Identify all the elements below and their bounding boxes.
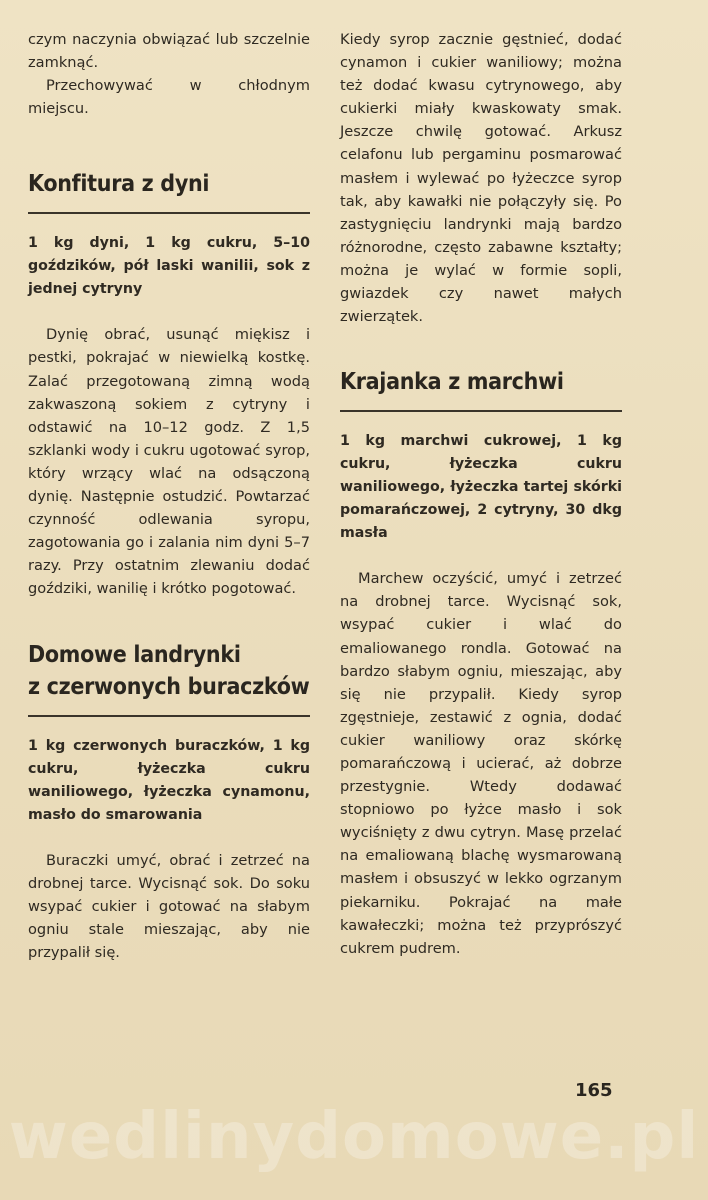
recipe-title-landrynki-line-1: Domowe landrynki: [28, 641, 241, 668]
section-divider: [28, 715, 310, 717]
landrynki-method-continuation: Kiedy syrop zacznie gęstnieć, dodać cynamon i cukier waniliowy; można też dodać kwasu cytrynowego, aby cukierki miały kwaskowaty smak. Jeszcze chwilę gotować. Arkusz celafonu lub pergaminu posmarować masłem i wylewać po łyżeczce syrop tak, aby kawałki nie połączyły się. Po zastygnięciu landrynki mają bardzo różnorodne, często zabawne kształty; można je wylać w formie sopli, gwiazdek czy nawet małych zwierzątek.: [340, 31, 622, 326]
page-number: 165: [575, 1080, 613, 1101]
recipe-title-krajanka: Krajanka z marchwi: [340, 369, 564, 396]
recipe-ingredients-krajanka: 1 kg marchwi cukrowej, 1 kg cukru, łyżeczka cukru waniliowego, łyżeczka tartej skórki pomarańczowej, 2 cytryny, 30 dkg masła: [340, 433, 622, 542]
recipe-title-konfitura: Konfitura z dyni: [28, 171, 210, 198]
recipe-ingredients-konfitura: 1 kg dyni, 1 kg cukru, 5–10 goździków, pół laski wanilii, sok z jednej cytryny: [28, 235, 310, 298]
section-divider: [340, 410, 622, 412]
intro-text-2: Przechowywać w chłodnym miejscu.: [28, 77, 310, 118]
recipe-title-landrynki: [28, 639, 310, 703]
recipe-method-landrynki: Buraczki umyć, obrać i zetrzeć na drobnej tarce. Wycisnąć sok. Do soku wsypać cukier i gotować na słabym ogniu stale mieszając, aby nie przypalił się.: [28, 851, 310, 961]
section-divider: [28, 212, 310, 214]
recipe-method-konfitura: Dynię obrać, usunąć miękisz i pestki, pokrajać w niewielką kostkę. Zalać przegotowaną zimną wodą zakwaszoną sokiem z cytryny i odstawić na 10–12 godz. Z 1,5 szklanki wody i cukru ugotować syrop, który wrzący wlać na odsączoną dynię. Następnie ostudzić. Powtarzać czynność odlewania syropu, zagotowania go i zalania nim dyni 5–7 razy. Przy ostatnim zlewaniu dodać goździki, wanilię i krótko pogotować.: [28, 326, 310, 598]
recipe-ingredients-landrynki: 1 kg czerwonych buraczków, 1 kg cukru, łyżeczka cukru waniliowego, łyżeczka cynamonu, masło do smarowania: [28, 737, 310, 823]
left-column: [28, 28, 310, 964]
recipe-title-landrynki-line-2: z czerwonych buraczków: [28, 673, 310, 700]
recipe-method-krajanka: Marchew oczyścić, umyć i zetrzeć na drobnej tarce. Wycisnąć sok, wsypać cukier i wlać do emaliowanego rondla. Gotować na bardzo słabym ogniu, mieszając, aby się nie przypalił. Kiedy syrop zgęstnieje, zestawić z ognia, dodać cukier waniliowy oraz skórkę pomarańczową i ucierać, aż dobrze przestygnie. Wtedy dodawać stopniowo po łyżce masło i sok wyciśnięty z dwu cytryn. Masę przelać na emaliowaną blachę wysmarowaną masłem i obsuszyć w lekko ogrzanym piekarniku. Pokrajać na małe kawałeczki; można też przyprószyć cukrem pudrem.: [340, 570, 622, 957]
right-column: [340, 28, 622, 960]
watermark: wedlinydomowe.pl: [8, 1100, 700, 1174]
intro-text-1: czym naczynia obwiązać lub szczelnie zamknąć.: [28, 31, 310, 72]
